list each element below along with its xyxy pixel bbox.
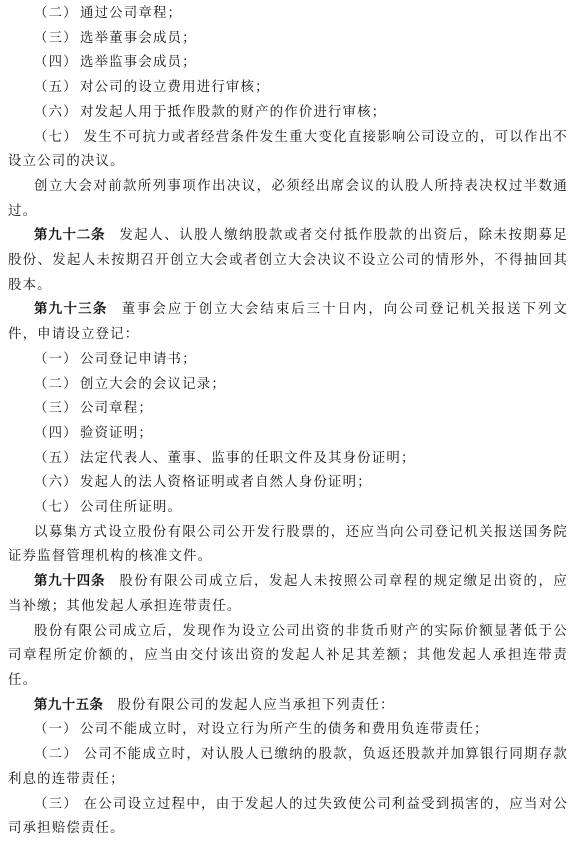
list-item [8, 422, 568, 447]
article-title: 第九十三条 [34, 302, 108, 318]
list-item [8, 718, 568, 743]
list-item-wrapped [8, 793, 568, 842]
list-item [8, 496, 568, 521]
article-text: 股份有限公司成立后，发起人未按照公司章程的规定缴足出资的，应当补缴；其他发起人承担连带责任。 [8, 574, 569, 614]
list-item-wrapped [8, 743, 568, 792]
article-92 [8, 224, 568, 298]
article-95 [8, 694, 568, 719]
item-text: 公司不能成立时，对认股人已缴纳的股款，负返还股款并加算银行同期存款利息的连带责任； [8, 747, 568, 787]
item-number: （四） [34, 425, 78, 441]
article-93 [8, 298, 568, 347]
article-text: 董事会应于创立大会结束后三十日内，向公司登记机关报送下列文件，申请设立登记： [8, 302, 568, 343]
item-text: 公司不能成立时，对设立行为所产生的债务和费用负连带责任； [80, 722, 489, 738]
list-item [8, 27, 568, 52]
item-number: （七） [34, 500, 78, 516]
item-number: （六） [34, 475, 78, 491]
item-text: 选举董事会成员； [80, 30, 197, 46]
article-title: 第九十四条 [34, 574, 106, 590]
item-number: （六） [34, 104, 78, 120]
list-item [8, 76, 568, 101]
article-title: 第九十二条 [34, 228, 106, 244]
item-text: 创立大会的会议记录； [80, 376, 226, 392]
item-number: （二） [34, 6, 78, 21]
article-text: 发起人、认股人缴纳股款或者交付抵作股款的出资后，除未按期募足股份、发起人未按期召开创立大会或者创立大会决议不设立公司的情形外，不得抽回其股本。 [8, 228, 569, 293]
item-text: 公司登记申请书； [80, 351, 197, 367]
article-text: 股份有限公司的发起人应当承担下列责任： [117, 697, 395, 713]
item-text: 对发起人用于抵作股款的财产的作价进行审核； [80, 104, 387, 120]
list-item [8, 373, 568, 398]
document-page [8, 2, 568, 842]
article-title: 第九十五条 [34, 697, 104, 713]
item-number: （三） [34, 796, 79, 812]
item-text: 发生不可抗力或者经营条件发生重大变化直接影响公司设立的，可以作出不设立公司的决议。 [8, 129, 568, 170]
article-94 [8, 570, 568, 619]
item-number: （一） [34, 351, 78, 367]
item-text: 公司章程； [80, 401, 153, 417]
list-item [8, 2, 568, 27]
list-item [8, 51, 568, 76]
item-number: （三） [34, 30, 78, 46]
item-text: 公司住所证明。 [80, 500, 183, 516]
item-text: 发起人的法人资格证明或者自然人身份证明； [80, 475, 372, 491]
item-number: （四） [34, 55, 78, 71]
list-item [8, 348, 568, 373]
list-item [8, 397, 568, 422]
list-item [8, 101, 568, 126]
item-number: （五） [34, 80, 78, 96]
paragraph: 股份有限公司成立后，发现作为设立公司出资的非货币财产的实际价额显著低于公司章程所定价额的，应当由交付该出资的发起人补足其差额；其他发起人承担连带责任。 [8, 623, 568, 688]
item-text: 在公司设立过程中，由于发起人的过失致使公司利益受到损害的，应当对公司承担赔偿责任。 [8, 796, 568, 837]
item-number: （三） [34, 401, 78, 417]
item-text: 法定代表人、董事、监事的任职文件及其身份证明； [80, 450, 416, 466]
item-text: 选举监事会成员； [80, 55, 197, 71]
item-text: 通过公司章程； [80, 6, 183, 21]
item-number: （二） [34, 747, 79, 763]
list-item [8, 447, 568, 472]
item-text: 对公司的设立费用进行审核； [80, 80, 270, 96]
list-item [8, 471, 568, 496]
paragraph: 创立大会对前款所列事项作出决议，必须经出席会议的认股人所持表决权过半数通过。 [8, 178, 568, 219]
item-number: （二） [34, 376, 78, 392]
item-number: （五） [34, 450, 78, 466]
item-number: （一） [34, 722, 78, 738]
item-text: 验资证明； [80, 425, 153, 441]
paragraph: 以募集方式设立股份有限公司公开发行股票的，还应当向公司登记机关报送国务院证券监督管理机构的核准文件。 [8, 524, 568, 565]
list-item-wrapped [8, 126, 568, 175]
item-number: （七） [34, 129, 79, 145]
